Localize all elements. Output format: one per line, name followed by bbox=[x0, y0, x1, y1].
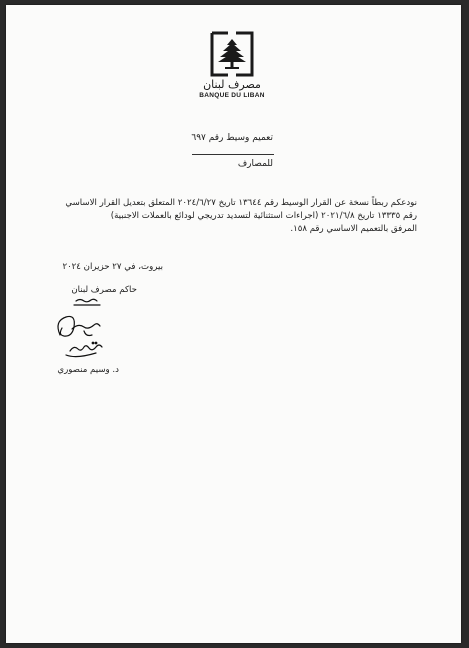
governor-title: حاكم مصرف لبنان bbox=[71, 285, 137, 295]
letterhead bbox=[192, 31, 272, 99]
divider bbox=[192, 154, 274, 155]
date-line: بيروت، في ٢٧ حزيران ٢٠٢٤ bbox=[62, 262, 163, 272]
handwritten-signature bbox=[46, 295, 116, 365]
body-line-2: رقم ١٣٣٣٥ تاريخ ٢٠٢١/٦/٨ (اجراءات استثنائية لتسديد تدريجي لودائع بالعملات الاجنبية) bbox=[110, 211, 417, 221]
body-line-1: نودعكم ربطاً نسخة عن القرار الوسيط رقم ١٣٦٤٤ تاريخ ٢٠٢٤/٦/٢٧ المتعلق بتعديل القرار الاساسي bbox=[65, 198, 417, 208]
document-page bbox=[6, 5, 461, 643]
memo-body bbox=[27, 197, 417, 236]
cedar-tree-icon bbox=[208, 31, 256, 77]
governor-name: د. وسيم منصوري bbox=[57, 365, 119, 375]
bank-name-english: BANQUE DU LIBAN bbox=[199, 92, 265, 99]
memo-title: تعميم وسيط رقم ٦٩٧ bbox=[191, 133, 273, 143]
body-line-3: المرفق بالتعميم الاساسي رقم ١٥٨. bbox=[290, 224, 417, 234]
addressee: للمصارف bbox=[237, 159, 273, 169]
bank-name-arabic: مصرف لبنان bbox=[203, 78, 261, 91]
